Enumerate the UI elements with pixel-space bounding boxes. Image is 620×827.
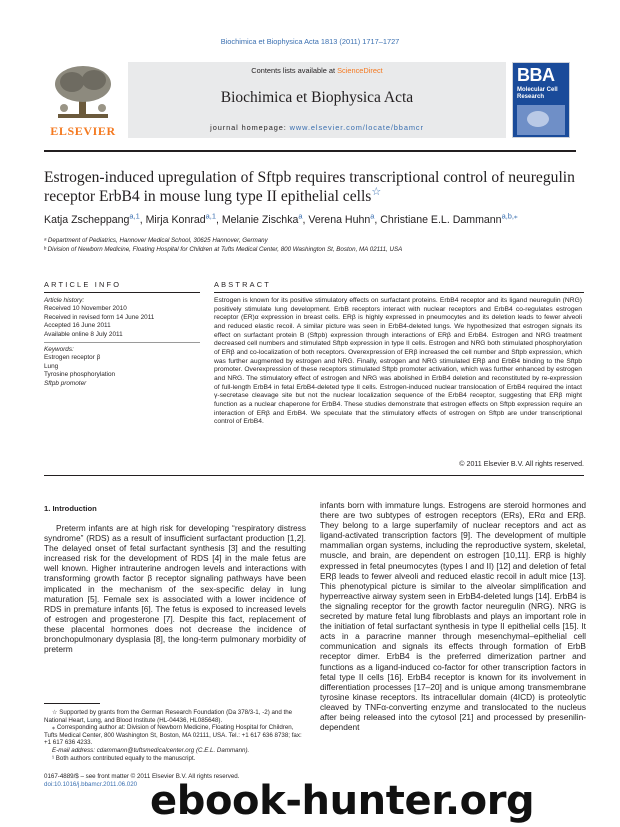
keywords-block [44, 346, 204, 388]
running-head[interactable]: Biochimica et Biophysica Acta 1813 (2011) 1717–1727 [220, 37, 400, 46]
abstract-heading: ABSTRACT [214, 280, 272, 289]
keyword-item[interactable]: Sftpb promoter [44, 379, 87, 387]
history-item: Received in revised form 14 June 2011 [44, 313, 155, 321]
watermark-text: ebook-hunter.org [150, 778, 535, 824]
history-label: Article history: [44, 297, 85, 304]
sciencedirect-link[interactable]: ScienceDirect [337, 66, 383, 75]
masthead-rule [44, 150, 576, 152]
keyword-item[interactable]: Tyrosine phosphorylation [44, 371, 116, 379]
history-item: Accepted 16 June 2011 [44, 322, 111, 330]
footnote-equal-contribution: ¹ Both authors contributed equally to the manuscript. [52, 754, 196, 762]
author-affiliation-mark: a,1 [205, 211, 216, 221]
copyright-line: © 2011 Elsevier B.V. All rights reserved. [459, 460, 584, 468]
cover-subtitle: Molecular Cell Research [517, 87, 558, 100]
article-info-heading: ARTICLE INFO [44, 280, 122, 289]
elsevier-tree-icon [50, 64, 116, 122]
journal-title: Biochimica et Biophysica Acta [220, 89, 414, 106]
author-affiliation-mark: a,b,⁎ [501, 211, 518, 221]
elsevier-logo[interactable] [44, 62, 122, 138]
article-info-rule [44, 292, 200, 293]
keyword-item[interactable]: Estrogen receptor β [44, 354, 101, 362]
issn-line: 0167-4889/$ – see front matter © 2011 Elsevier B.V. All rights reserved. [44, 773, 240, 780]
elsevier-wordmark: ELSEVIER [50, 124, 116, 138]
journal-homepage-line [128, 123, 506, 132]
footnote-funding: ☆ Supported by grants from the German Research Foundation (Da 378/3-1, -2) and the National Heart, Lung, and Blood Institute (HL-04436, HL085648). [44, 709, 293, 724]
footnotes [44, 709, 306, 762]
author-name[interactable]: Katja Zscheppang [44, 214, 130, 226]
author-affiliation-mark: a,1 [129, 211, 140, 221]
cover-title: BBA [517, 65, 555, 85]
contents-prefix: Contents lists available at [251, 66, 338, 75]
article-title-text: Estrogen-induced upregulation of Sftpb requires transcriptional control of neuregulin receptor ErbB4 in mouse lung type II epithelial cells [44, 169, 575, 205]
doi-link[interactable]: doi:10.1016/j.bbamcr.2011.06.020 [44, 781, 138, 788]
footnote-email[interactable]: E-mail address: cdammann@tuftsmedicalcenter.org (C.E.L. Dammann). [52, 746, 250, 754]
keywords-rule [44, 342, 200, 343]
contents-line [128, 66, 506, 75]
author-affiliation-mark: a [370, 211, 375, 221]
journal-masthead [128, 62, 506, 138]
history-item: Received 10 November 2010 [44, 305, 127, 313]
intro-left-column: Preterm infants are at high risk for developing “respiratory distress syndrome” (RDS) as a result of insufficient surfactant production [1,2]. The delayed onset of fetal surfactant synthesis [3] and the resulting increased risk for the development of RDS [4] in the male fetus are well known. Higher intrauterine androgen levels and interactions with transforming growth factor β receptor signaling pathways have been implicated in the mechanism of the sex-specific delay in lung maturation [5]. Female sex is associated with a lower incidence of RDS in premature infants [6]. The fetus is exposed to increased levels of estrogen and progesterone [7]. Despite this fact, replacement of these placental hormones does not decrease the incidence of bronchopulmonary dysplasia [8], the long-term pulmonary morbidity of preterm [44, 523, 306, 655]
abstract-bottom-rule [44, 475, 584, 476]
author-name[interactable]: Mirja Konrad [145, 214, 206, 226]
intro-right-column: infants born with immature lungs. Estrogens are steroid hormones and there are two subtypes of estrogen receptors (ERs), ERα and ERβ. They belong to a large superfamily of nuclear receptors and act as ligand-activated transcription factors [9]. The development of multiple mammalian organ systems, including the reproductive system, skeletal, muscle, and brain, are dependent on estrogen [10,11]. ERβ is highly expressed in fetal pneumocytes (types I and II) [12] and deletion of fetal ERβ leads to fewer alveoli and reduced elastic recoil in adult mice [13]. This phenotypical picture is similar to the alveolar simplification and hyperreactive airway system seen in ErbB4-deleted lungs [14]. ErbB4 is the signaling receptor for the growth factor neuregulin (NRG). NRG is secreted by mature fetal lung fibroblasts and plays an important role in the initiation of fetal surfactant synthesis in type II epithelial cells [15]. It acts in a paracrine manner through mesenchymal–epithelial cell communication and signals its effects through formation of ErbB receptor dimer. ErbB4 is the preferred dimerization partner and functions as a ligand-induced co-factor for other transcription factors in fetal type II cells [16]. ErbB4 receptor is known for its involvement in differentiation processes [17–20] and is unique among transmembrane tyrosine kinase receptors. Its intracellular domain (4ICD) is proteolytic cleaved by TNFα-converting enzyme and translocated to the nucleus after being released into the cytosol [21] and processed by presenilin-dependent [320, 500, 586, 733]
keywords-label: Keywords: [44, 346, 74, 353]
abstract-text: Estrogen is known for its positive stimulatory effects on surfactant proteins. ErbB4 receptor and its ligand neuregulin (NRG) positively stimulate lung development. ErbB receptors interact with nuclear receptors and ErbB4 co-regulates estrogen receptor (ER)α expression in breast cells. ERβ is highly expressed in pneumocytes and its deletion leads to fewer alveoli and reduced elastic recoil. A similar picture was seen in ErbB4-deleted lungs. We hypothesized that estrogen signals its effect on surfactant protein B (Sftpb) expression through interactions of ERβ and ErbB4. Estrogen and NRG treatment decreased cell numbers and stimulated Sftpb expression in type II cells. Estrogen and NRG both stimulated phosphorylation of ERβ and co-localization of both receptors. Overexpression of ERβ increased the cell number and Sftpb expression, which was further augmented by estrogen and NRG. Finally, estrogen and NRG stimulated ERβ and ErbB4 binding to the Sftpb promoter. Overexpression of these receptors stimulated Sftpb promoter activation, which was further enhanced by estrogen and NRG. The stimulatory effect of estrogen and NRG was abolished in ErbB4 deletion and reconstituted by re-expression of full-length ErbB4 in fetal ErbB4-deleted type II cells. Estrogen-induced nuclear translocation of ErbB4 required the intact γ-secretase cleavage site but not the nuclear localization sequence of the ErbB4 receptor, suggesting that ERβ might function as a nuclear chaperone for ErbB4. These studies demonstrate that estrogen effects on Sftpb expression require an interaction of ERβ and ErbB4. We speculate that the stimulatory effects of estrogen on Sftpb are under transcriptional control of ErbB4. [214, 297, 582, 426]
history-item: Available online 8 July 2011 [44, 330, 123, 338]
cover-image [517, 105, 565, 135]
footnote-rule [44, 703, 100, 704]
title-footnote-mark[interactable]: ☆ [371, 185, 382, 198]
author-name[interactable]: Melanie Zischka [221, 214, 299, 226]
author-name[interactable]: Christiane E.L. Dammann [380, 214, 502, 226]
article-history [44, 297, 204, 339]
author-affiliation-mark: a [298, 211, 303, 221]
author-name[interactable]: Verena Huhn [308, 214, 371, 226]
homepage-prefix: journal homepage: [210, 123, 290, 132]
affiliation-b: ᵇ Division of Newborn Medicine, Floating Hospital for Children at Tufts Medical Center, 800 Washington St, Boston, MA 02111, USA [44, 246, 403, 253]
homepage-link[interactable]: www.elsevier.com/locate/bbamcr [289, 123, 424, 132]
article-title [44, 168, 576, 206]
affiliation-a: ᵃ Department of Pediatrics, Hannover Medical School, 30625 Hannover, Germany [44, 237, 268, 244]
keyword-item[interactable]: Lung [44, 362, 59, 370]
abstract-rule [214, 292, 584, 293]
journal-cover-thumbnail[interactable] [512, 62, 570, 138]
author-list: Katja Zscheppang$^{a,1}$, Mirja Konrad$^{a,1}$, Melanie Zischka$^a$, Verena Huhn$^a$, Christiane E.L. Dammann$^{a,b,⁎}$ [44, 211, 518, 226]
footnote-corresponding: ⁎ Corresponding author at: Division of Newborn Medicine, Floating Hospital for Children, Tufts Medical Center, 800 Washington St, Boston, MA 02111, USA. Tel.: +1 617 636 8738; fax: +1 617 636 4233. [44, 724, 302, 747]
section-heading-introduction: 1. Introduction [44, 504, 97, 513]
